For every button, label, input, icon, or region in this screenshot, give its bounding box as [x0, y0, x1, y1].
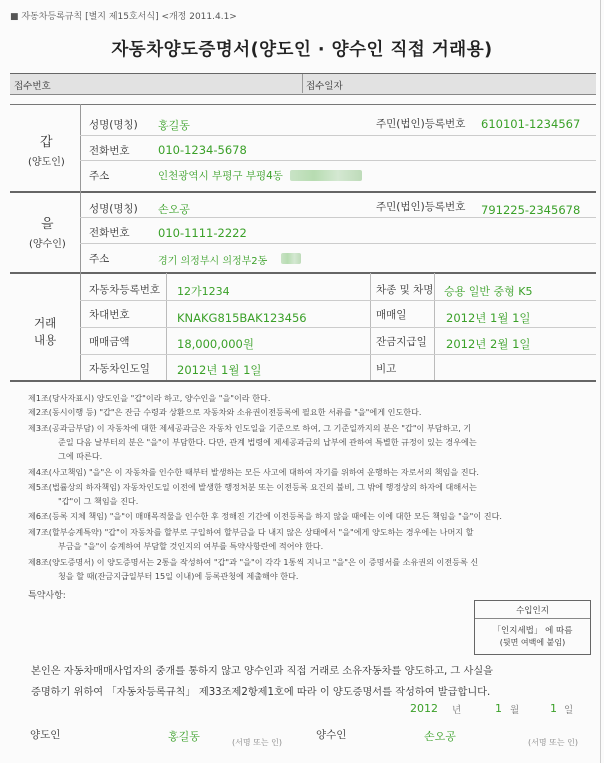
issue-day: 1: [550, 702, 557, 715]
article-line: 제4조(사고책임) "을"은 이 자동차를 인수한 때부터 발생하는 모든 사고에 대하여 자기를 위하여 운행하는 자로서의 책임을 진다.: [28, 467, 480, 477]
row-line: [80, 217, 596, 218]
sale-date: 2012년 1월 1일: [446, 311, 531, 325]
price-label: 매매금액: [89, 336, 130, 348]
seller-sign-name: 홍길동: [168, 730, 200, 743]
issue-year: 2012: [410, 702, 438, 715]
seller-name: 홍길동: [158, 119, 190, 132]
buyer-phone-label: 전화번호: [89, 227, 130, 239]
seller-sub: (양도인): [28, 157, 65, 168]
buyer-id-label: 주민(법인)등록번호: [376, 201, 466, 213]
month-label: 월: [510, 705, 520, 716]
price: 18,000,000원: [177, 337, 254, 351]
row-line: [80, 135, 596, 136]
receipt-band: [10, 73, 596, 95]
day-label: 일: [564, 705, 574, 716]
balance-date: 2012년 2월 1일: [446, 337, 531, 351]
delivery-date: 2012년 1월 1일: [177, 363, 262, 377]
article-line: 제5조(법률상의 하자책임) 자동차인도일 이전에 발생한 행정처분 또는 이전등록 요건의 불비, 그 밖에 행정상의 하자에 대해서는: [28, 482, 477, 492]
section-line: [10, 191, 596, 193]
section-line: [10, 104, 596, 105]
vin-label: 차대번호: [89, 309, 130, 321]
buyer-name: 손오공: [158, 203, 190, 216]
stamp-title: 수입인지: [516, 606, 549, 616]
buyer-phone: 010-1111-2222: [158, 226, 247, 240]
buyer-label: 을: [41, 217, 54, 232]
buyer-sign-name: 손오공: [424, 730, 456, 743]
buyer-address: 경기 의정부시 의정부2동: [158, 256, 268, 267]
buyer-sign-hint: (서명 또는 인): [528, 738, 578, 747]
row-line: [80, 300, 596, 301]
stamp-line-2: (뒷면 여백에 붙임): [499, 638, 566, 647]
seller-label: 갑: [40, 135, 53, 150]
year-label: 년: [452, 705, 462, 716]
delivery-date-label: 자동차인도일: [89, 363, 150, 375]
receipt-date-label: 접수일자: [306, 81, 343, 92]
article-line: 제8조(양도증명서) 이 양도증명서는 2통을 작성하여 "갑"과 "을"이 각각 1통씩 지니고 "을"은 이 증명서를 소유권의 이전등록 신: [28, 557, 479, 567]
stamp-line-1: 「인지세법」 에 따름: [492, 626, 573, 636]
page-title: 자동차양도증명서(양도인 · 양수인 직접 거래용): [111, 40, 493, 60]
note-label: 비고: [376, 363, 397, 375]
page-right-edge: [600, 0, 601, 763]
article-line: 제7조(할부승계특약) "갑"이 자동차를 할부로 구입하여 할부금을 다 내지 않은 상태에서 "을"에게 양도하는 경우에는 나머지 할: [28, 527, 474, 537]
deal-label-1: 거래: [34, 316, 57, 330]
form-header: ■ 자동차등록규칙 [별지 제15호서식] <개정 2011.4.1>: [10, 12, 237, 22]
redaction-blur: [290, 170, 362, 181]
seller-sign-hint: (서명 또는 인): [232, 738, 282, 747]
row-line: [80, 354, 596, 355]
article-line: 준일 다음 날부터의 분은 "을"이 부담한다. 다만, 관계 법령에 제세공과금의 납부에 관하여 특별한 규정이 있는 경우에는: [58, 437, 477, 447]
band-divider: [302, 74, 303, 93]
seller-sign-label: 양도인: [30, 729, 61, 741]
article-line: 부금을 "을"이 승계하여 부담할 것인지의 여부를 특약사항란에 적어야 한다.: [58, 541, 324, 551]
statement-line-1: 본인은 자동차매매사업자의 중개를 통하지 않고 양수인과 직접 거래로 소유자동차를 양도하고, 그 사실을: [31, 666, 494, 677]
seller-address-label: 주소: [89, 170, 110, 182]
article-line: 제1조(당사자표시) 양도인을 "갑"이라 하고, 양수인을 "을"이라 한다.: [28, 393, 271, 403]
row-line: [80, 243, 596, 244]
row-line: [80, 160, 596, 161]
car-type-label: 차종 및 차명: [376, 284, 434, 296]
balance-date-label: 잔금지급일: [376, 336, 427, 348]
reg-number-label: 자동차등록번호: [89, 284, 161, 296]
article-line: 그에 따른다.: [58, 451, 103, 461]
receipt-number-label: 접수번호: [14, 81, 51, 92]
section-line: [10, 272, 596, 274]
stamp-divider: [475, 618, 590, 619]
reg-number: 12가1234: [177, 285, 230, 298]
issue-month: 1: [495, 702, 502, 715]
car-type: 승용 일반 중형 K5: [444, 285, 533, 298]
seller-id-label: 주민(법인)등록번호: [376, 118, 466, 130]
article-line: "갑"이 그 책임을 진다.: [58, 496, 139, 506]
buyer-sub: (양수인): [29, 239, 66, 250]
column-line: [80, 104, 81, 380]
statement-line-2: 증명하기 위하여 「자동차등록규칙」 제33조제2항제1호에 따라 이 양도증명서를 작성하여 발급합니다.: [31, 687, 491, 698]
special-terms-label: 특약사항:: [28, 591, 66, 601]
buyer-id: 791225-2345678: [481, 203, 581, 217]
seller-id: 610101-1234567: [481, 117, 581, 131]
seller-phone: 010-1234-5678: [158, 143, 247, 157]
buyer-sign-label: 양수인: [316, 729, 347, 741]
buyer-name-label: 성명(명칭): [89, 203, 138, 215]
deal-label-2: 내용: [34, 333, 57, 347]
sale-date-label: 매매일: [376, 309, 407, 321]
buyer-address-label: 주소: [89, 253, 110, 265]
article-line: 제2조(동시이행 등) "갑"은 잔금 수령과 상환으로 자동차와 소유권이전등록에 필요한 서류를 "을"에게 인도한다.: [28, 407, 422, 417]
article-line: 청을 할 때(잔금지급일부터 15일 이내)에 등록관청에 제출해야 한다.: [58, 571, 299, 581]
row-line: [80, 327, 596, 328]
redaction-blur: [281, 253, 301, 264]
seller-address: 인천광역시 부평구 부평4동: [158, 170, 283, 182]
seller-phone-label: 전화번호: [89, 145, 130, 157]
seller-name-label: 성명(명칭): [89, 119, 138, 131]
revenue-stamp-box: [474, 600, 591, 655]
vin: KNAKG815BAK123456: [177, 311, 307, 325]
article-line: 제3조(공과금부담) 이 자동차에 대한 제세공과금은 자동차 인도일을 기준으로 하여, 그 기준일까지의 분은 "갑"이 부담하고, 기: [28, 423, 472, 433]
article-line: 제6조(등록 지체 책임) "을"이 매매목적물을 인수한 후 정해진 기간에 이전등록을 하지 않을 때에는 이에 대한 모든 책임을 "을"이 진다.: [28, 511, 502, 521]
section-line: [10, 380, 596, 382]
